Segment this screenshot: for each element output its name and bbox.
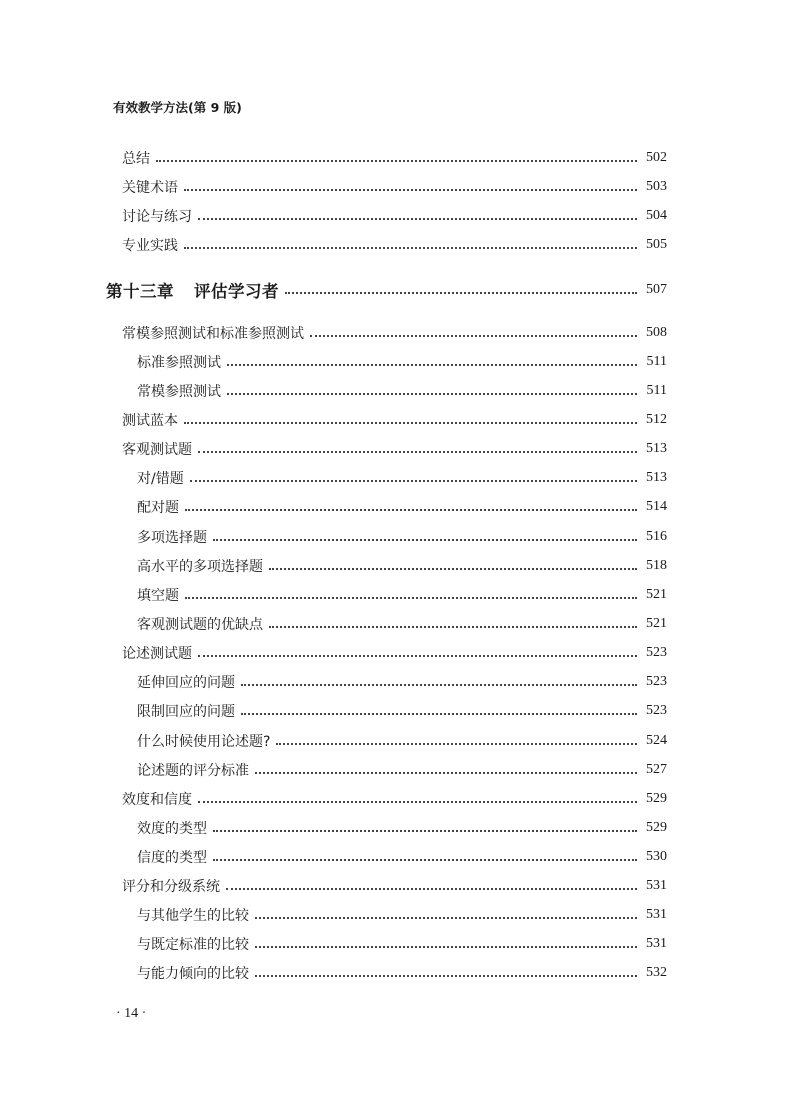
toc-entry-label: 评分和分级系统 (122, 879, 220, 895)
toc-entry-page: 521 (646, 616, 667, 631)
toc-entry-page: 523 (646, 645, 667, 660)
toc-entry-page: 516 (646, 529, 667, 544)
toc-entry-page: 529 (646, 820, 667, 835)
page-number: · 14 · (116, 1006, 147, 1021)
toc-entry-label: 与能力倾向的比较 (137, 966, 249, 982)
toc-entry-page: 524 (646, 733, 667, 748)
toc-subentry (0, 554, 790, 578)
toc-entry-page: 502 (646, 150, 667, 165)
dot-leader (213, 830, 637, 832)
dot-leader (255, 975, 637, 977)
chapter-number: 第十三章 (106, 282, 174, 301)
toc-entry (0, 874, 790, 898)
toc-entry-page: 531 (646, 878, 667, 893)
toc-entry-label: 填空题 (137, 588, 179, 604)
toc-entry-key-terms (0, 175, 790, 199)
toc-entry-summary (0, 146, 790, 170)
dot-leader (185, 509, 637, 511)
dot-leader (255, 917, 637, 919)
dot-leader (185, 597, 637, 599)
toc-entry (0, 787, 790, 811)
toc-entry-label: 与其他学生的比较 (137, 908, 249, 924)
toc-subentry (0, 495, 790, 519)
dot-leader (198, 655, 637, 657)
chapter-page: 507 (646, 282, 667, 297)
toc-entry-page: 512 (646, 412, 667, 427)
toc-subentry (0, 379, 790, 403)
dot-leader (269, 626, 637, 628)
toc-entry-page: 518 (646, 558, 667, 573)
toc-subentry (0, 845, 790, 869)
toc-entry-page: 511 (646, 383, 667, 398)
toc-entry-page: 508 (646, 325, 667, 340)
toc-subentry (0, 525, 790, 549)
toc-entry-label: 效度和信度 (122, 792, 192, 808)
chapter-label (106, 278, 285, 302)
toc-subentry (0, 961, 790, 985)
toc-subentry (0, 932, 790, 956)
dot-leader (276, 743, 637, 745)
toc-entry-page: 523 (646, 674, 667, 689)
toc-entry-page: 514 (646, 499, 667, 514)
toc-subentry (0, 699, 790, 723)
dot-leader (198, 801, 637, 803)
toc-entry-page: 504 (646, 208, 667, 223)
toc-entry-label: 常模参照测试 (137, 384, 221, 400)
toc-entry (0, 437, 790, 461)
toc-entry-discussion (0, 204, 790, 228)
toc-entry-label: 总结 (122, 151, 150, 167)
dot-leader (269, 568, 637, 570)
toc-entry-label: 配对题 (137, 500, 179, 516)
toc-entry-label: 测试蓝本 (122, 413, 178, 429)
toc-entry-label: 多项选择题 (137, 530, 207, 546)
toc-entry-page: 531 (646, 907, 667, 922)
dot-leader (255, 772, 637, 774)
toc-entry-page: 503 (646, 179, 667, 194)
toc-entry-page: 531 (646, 936, 667, 951)
dot-leader (227, 364, 637, 366)
toc-entry-label: 效度的类型 (137, 821, 207, 837)
toc-entry-label: 延伸回应的问题 (137, 675, 235, 691)
toc-entry (0, 641, 790, 665)
dot-leader (198, 218, 637, 220)
toc-subentry (0, 466, 790, 490)
toc-entry-label: 客观测试题 (122, 442, 192, 458)
dot-leader (213, 539, 637, 541)
toc-entry-page: 527 (646, 762, 667, 777)
toc-entry (0, 321, 790, 345)
toc-entry-label: 常模参照测试和标准参照测试 (122, 326, 304, 342)
toc-entry-label: 论述题的评分标准 (137, 763, 249, 779)
dot-leader (255, 946, 637, 948)
toc-subentry (0, 816, 790, 840)
toc-entry-label: 什么时候使用论述题? (137, 734, 271, 750)
toc-entry-page: 513 (646, 470, 667, 485)
toc-subentry (0, 583, 790, 607)
toc-entry-page: 513 (646, 441, 667, 456)
toc-entry-label: 对/错题 (137, 471, 184, 487)
toc-entry-label: 关键术语 (122, 180, 178, 196)
toc-entry-practice (0, 233, 790, 257)
toc-subentry (0, 903, 790, 927)
toc-entry-label: 信度的类型 (137, 850, 207, 866)
toc-chapter-heading (0, 278, 790, 302)
dot-leader (226, 888, 637, 890)
toc-subentry (0, 729, 790, 753)
running-head: 有效教学方法(第 9 版) (113, 100, 242, 115)
dot-leader (184, 422, 637, 424)
toc-entry-label: 限制回应的问题 (137, 704, 235, 720)
toc-entry-page: 532 (646, 965, 667, 980)
dot-leader (241, 713, 637, 715)
toc-entry-label: 客观测试题的优缺点 (137, 617, 263, 633)
toc-entry (0, 408, 790, 432)
dot-leader (190, 480, 637, 482)
toc-entry-page: 529 (646, 791, 667, 806)
chapter-title: 评估学习者 (194, 282, 279, 301)
toc-subentry (0, 612, 790, 636)
toc-entry-label: 与既定标准的比较 (137, 937, 249, 953)
dot-leader (184, 247, 637, 249)
toc-subentry (0, 758, 790, 782)
toc-subentry (0, 670, 790, 694)
toc-subentry (0, 350, 790, 374)
toc-entry-page: 530 (646, 849, 667, 864)
dot-leader (310, 335, 637, 337)
toc-entry-page: 511 (646, 354, 667, 369)
toc-entry-page: 505 (646, 237, 667, 252)
toc-entry-label: 论述测试题 (122, 646, 192, 662)
dot-leader (285, 292, 637, 294)
toc-entry-label: 讨论与练习 (122, 209, 192, 225)
toc-entry-label: 高水平的多项选择题 (137, 559, 263, 575)
toc-entry-page: 521 (646, 587, 667, 602)
toc-entry-page: 523 (646, 703, 667, 718)
dot-leader (198, 451, 637, 453)
dot-leader (227, 393, 637, 395)
toc-entry-label: 标准参照测试 (137, 355, 221, 371)
toc-entry-label: 专业实践 (122, 238, 178, 254)
dot-leader (184, 189, 637, 191)
dot-leader (213, 859, 637, 861)
dot-leader (156, 160, 637, 162)
dot-leader (241, 684, 637, 686)
